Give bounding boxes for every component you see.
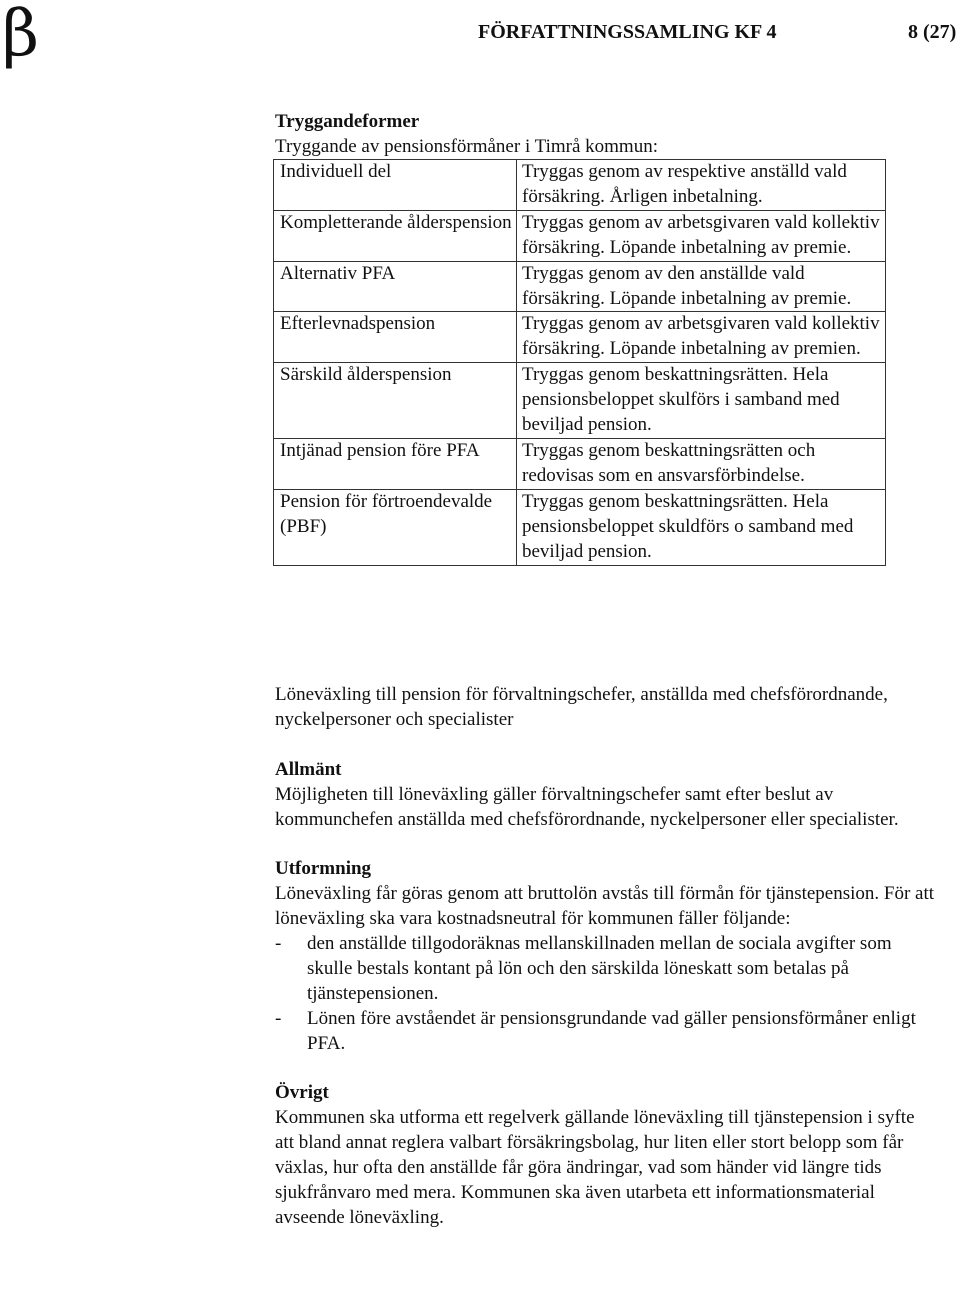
table-row bbox=[274, 312, 886, 363]
pension-type-cell: Individuell del bbox=[274, 160, 517, 211]
document-series-title: FÖRFATTNINGSSAMLING KF 4 bbox=[478, 21, 777, 43]
pension-type-cell: Kompletterande ålderspension bbox=[274, 210, 517, 261]
table-row bbox=[274, 261, 886, 312]
design-text: Löneväxling får göras genom att bruttolön avstås till förmån för tjänstepension. För att löneväxling ska vara kostnadsneutral för kommunen fäller följande: bbox=[275, 883, 935, 930]
list-item bbox=[275, 932, 935, 1007]
security-description-cell: Tryggas genom av respektive anställd vald försäkring. Årligen inbetalning. bbox=[517, 160, 886, 211]
list-item bbox=[275, 1007, 935, 1057]
table-row bbox=[274, 210, 886, 261]
pension-type-cell: Pension för förtroendevalde (PBF) bbox=[274, 489, 517, 565]
pension-type-cell: Intjänad pension före PFA bbox=[274, 438, 517, 489]
security-description-cell: Tryggas genom beskattningsrätten. Hela pensionsbeloppet skuldförs o samband med beviljad pension. bbox=[517, 489, 886, 565]
list-item-text: den anställde tillgodoräknas mellanskillnaden mellan de sociala avgifter som skulle bestals kontant på lön och den särskilda löneskatt som betalas på tjänstepensionen. bbox=[307, 933, 892, 1004]
design-heading: Utformning bbox=[275, 858, 372, 880]
salary-exchange-title: Löneväxling till pension för förvaltningschefer, anställda med chefsförordnande, nyckelpersoner och specialister bbox=[275, 684, 888, 730]
table-row bbox=[274, 489, 886, 565]
general-text: Möjligheten till löneväxling gäller förvaltningschefer samt efter beslut av kommunchefen anställda med chefsförordnande, nyckelpersoner eller specialister. bbox=[275, 783, 899, 830]
other-heading: Övrigt bbox=[275, 1082, 329, 1104]
security-description-cell: Tryggas genom beskattningsrätten och redovisas som en ansvarsförbindelse. bbox=[517, 438, 886, 489]
security-description-cell: Tryggas genom beskattningsrätten. Hela pensionsbeloppet skulförs i samband med beviljad pension. bbox=[517, 363, 886, 439]
security-description-cell: Tryggas genom av arbetsgivaren vald kollektiv försäkring. Löpande inbetalning av premien. bbox=[517, 312, 886, 363]
beta-logo: β bbox=[2, 0, 39, 71]
table-row bbox=[274, 363, 886, 439]
pension-type-cell: Alternativ PFA bbox=[274, 261, 517, 312]
security-description-cell: Tryggas genom av arbetsgivaren vald kollektiv försäkring. Löpande inbetalning av premie. bbox=[517, 210, 886, 261]
main-content bbox=[275, 110, 935, 160]
page-number: 8 (27) bbox=[908, 21, 957, 43]
general-heading: Allmänt bbox=[275, 758, 342, 780]
pension-security-table bbox=[273, 159, 886, 566]
list-item-text: Lönen före avståendet är pensionsgrundande vad gäller pensionsförmåner enligt PFA. bbox=[307, 1007, 916, 1054]
table-row bbox=[274, 438, 886, 489]
security-forms-heading: Tryggandeformer bbox=[275, 111, 420, 132]
pension-type-cell: Efterlevnadspension bbox=[274, 312, 517, 363]
pension-type-cell: Särskild ålderspension bbox=[274, 363, 517, 439]
dash-marker: - bbox=[275, 933, 282, 955]
table-row bbox=[274, 160, 886, 211]
other-text: Kommunen ska utforma ett regelverk gällande löneväxling till tjänstepension i syfte att bland annat reglera valbart försäkringsbolag, hur liten eller stort belopp som får växlas, hur ofta den anställde får göra ändringar, vad som händer vid längre tids sjukfrånvaro med mera. Kommunen ska även utarbeta ett informationsmaterial avseende löneväxling. bbox=[275, 1107, 915, 1228]
security-forms-intro: Tryggande av pensionsförmåner i Timrå kommun: bbox=[275, 135, 658, 157]
dash-marker: - bbox=[275, 1007, 282, 1029]
salary-exchange-section bbox=[275, 683, 935, 1231]
security-description-cell: Tryggas genom av den anställde vald försäkring. Löpande inbetalning av premie. bbox=[517, 261, 886, 312]
